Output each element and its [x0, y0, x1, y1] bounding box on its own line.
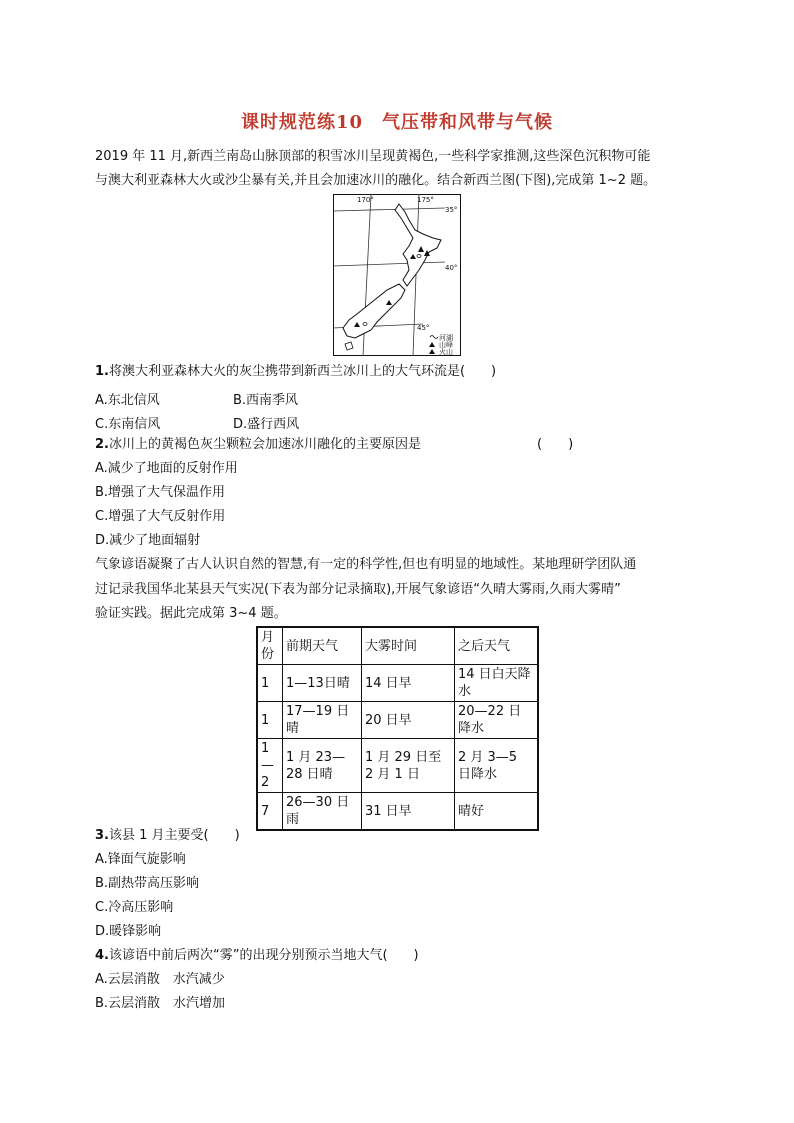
header-cell: 大雾时间 [362, 627, 455, 665]
q2-option-d[interactable]: D.减少了地面辐射 [95, 533, 201, 548]
table-cell: 2 月 3—5 日降水 [455, 739, 539, 793]
q1-option-a[interactable]: A.东北信风 [95, 393, 160, 408]
q3-option-d[interactable]: D.暖锋影响 [95, 924, 162, 939]
q1-option-b[interactable]: B.西南季风 [233, 393, 299, 408]
weather-record-table [256, 626, 539, 831]
legend-label: 火山 [439, 348, 453, 356]
q4-option-b[interactable]: B.云层消散 水汽增加 [95, 996, 226, 1011]
q1-option-c[interactable]: C.东南信风 [95, 417, 161, 432]
intro-line: 与澳大利亚森林大火或沙尘暴有关,并且会加速冰川的融化。结合新西兰图(下图),完成第 1~2 题。 [95, 173, 657, 188]
question-1: 1.将澳大利亚森林大火的灰尘携带到新西兰冰川上的大气环流是( ) [95, 364, 497, 379]
table-row [257, 739, 538, 793]
lon-label: 175° [417, 196, 434, 204]
table-cell: 1—13日晴 [283, 665, 362, 702]
lat-label: 45° [417, 324, 430, 332]
page-title: 课时规范练10 气压带和风带与气候 [240, 112, 554, 133]
header-cell: 之后天气 [455, 627, 539, 665]
q2-answer-paren: ( ) [537, 437, 574, 452]
lat-label: 40° [445, 264, 458, 272]
table-cell: 17—19 日晴 [283, 702, 362, 739]
q2-option-a[interactable]: A.减少了地面的反射作用 [95, 461, 238, 476]
lon-label: 170° [357, 196, 374, 204]
intro-line: 验证实践。据此完成第 3~4 题。 [95, 606, 287, 621]
header-cell: 月份 [257, 627, 283, 665]
table-cell: 14 日白天降水 [455, 665, 539, 702]
table-cell: 1 月 23—28 日晴 [283, 739, 362, 793]
table-cell: 20 日早 [362, 702, 455, 739]
table-cell: 1 [257, 665, 283, 702]
legend-label: 山峰 [439, 341, 453, 349]
intro-line: 过记录我国华北某县天气实况(下表为部分记录摘取),开展气象谚语“久晴大雾雨,久雨大雾晴” [95, 582, 621, 597]
table-row [257, 793, 538, 831]
legend-label: 河湖 [439, 334, 453, 342]
stewart-island-shape [345, 342, 353, 350]
table-row [257, 665, 538, 702]
question-2: 2.冰川上的黄褐色灰尘颗粒会加速冰川融化的主要原因是 [95, 437, 421, 452]
table-cell: 31 日早 [362, 793, 455, 831]
table-cell: 14 日早 [362, 665, 455, 702]
lat-label: 35° [445, 206, 458, 214]
table-cell: 1 月 29 日至 2 月 1 日 [362, 739, 455, 793]
q1-options-row-1 [95, 389, 299, 408]
table-cell: 26—30 日雨 [283, 793, 362, 831]
q3-option-a[interactable]: A.锋面气旋影响 [95, 852, 186, 867]
q4-option-a[interactable]: A.云层消散 水汽减少 [95, 972, 225, 987]
table-row [257, 702, 538, 739]
table-cell: 1 [257, 702, 283, 739]
intro-line: 气象谚语凝聚了古人认识自然的智慧,有一定的科学性,但也有明显的地域性。某地理研学团队通 [95, 557, 637, 572]
q2-option-c[interactable]: C.增强了大气反射作用 [95, 509, 226, 524]
table-cell: 20—22 日降水 [455, 702, 539, 739]
q3-option-c[interactable]: C.冷高压影响 [95, 900, 174, 915]
table-cell: 晴好 [455, 793, 539, 831]
q3-option-b[interactable]: B.副热带高压影响 [95, 876, 200, 891]
q1-options-row-2 [95, 413, 300, 432]
question-3: 3.该县 1 月主要受( ) [95, 828, 240, 843]
q1-option-d[interactable]: D.盛行西风 [233, 417, 300, 432]
table-header-row [257, 627, 538, 665]
question-4: 4.该谚语中前后两次“雾”的出现分别预示当地大气( ) [95, 948, 419, 963]
table-cell: 1—2 [257, 739, 283, 793]
q2-option-b[interactable]: B.增强了大气保温作用 [95, 485, 226, 500]
header-cell: 前期天气 [283, 627, 362, 665]
new-zealand-map [333, 194, 461, 356]
table-cell: 7 [257, 793, 283, 831]
intro-line: 2019 年 11 月,新西兰南岛山脉顶部的积雪冰川呈现黄褐色,一些科学家推测,这些深色沉积物可能 [95, 149, 651, 164]
